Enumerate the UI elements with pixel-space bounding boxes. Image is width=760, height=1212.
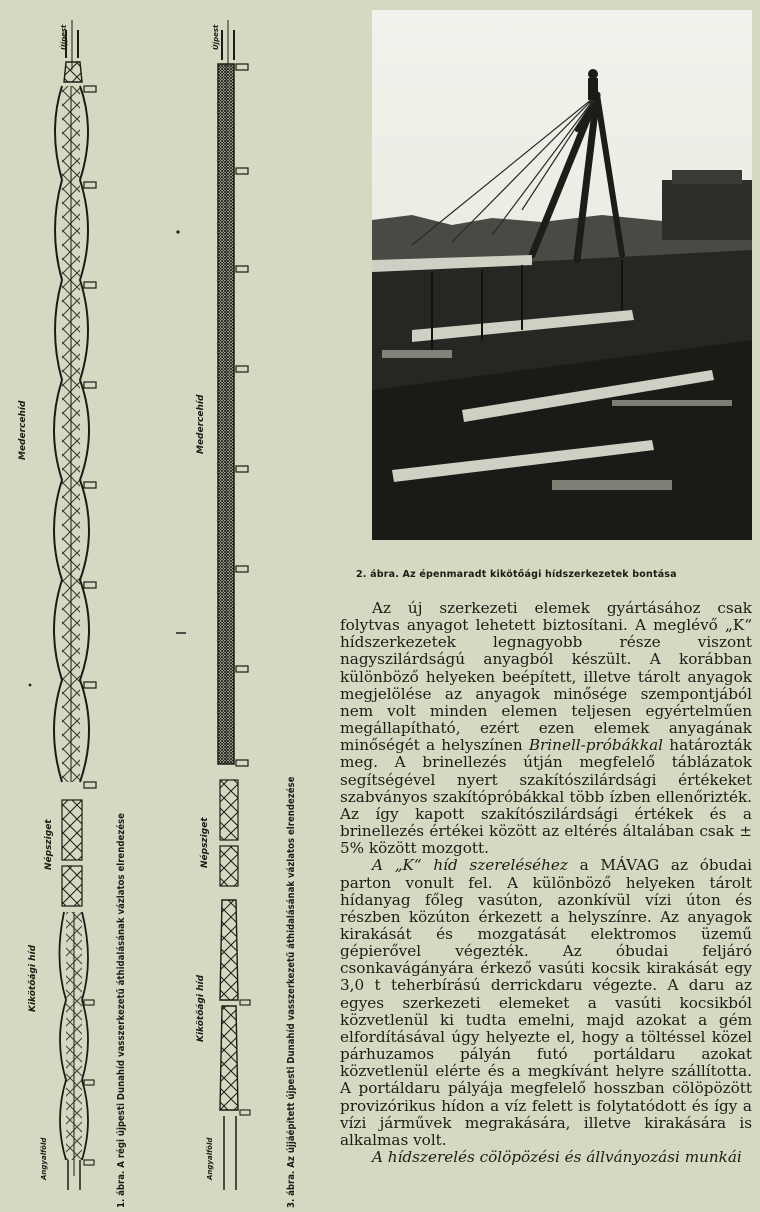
paragraph-3: [340, 1149, 752, 1166]
fig1-label-nepsziget: Népsziget: [44, 819, 54, 870]
p2-part-b: a MÁVAG az óbudai parton vonult fel. A különböző helyeken tárolt hídanyag főleg vasúton, azonkívül vízi úton és részben közúton érkezett a helyszínre. Az anyagok kirakását és mozgatását elektromos üzemű gépierővel végezték. Az óbudai feljáró csonkavágányára érkező vasúti kocsik kirakását egy 3,0 t teherbírású derrickdaru végezte. A daru az egyes szerkezeti elemeket a vasúti kocsikból közvetlenül ki tudta emelni, majd azokat a gém elfordításával úgy helyezte el, hogy a töltéssel közel párhuzamos pályán futó portáldaru azokat közvetlenül elérte és a megkívánt helyre szállította. A portáldaru pályája megfelelő hosszban cölöpözött provizórikus hídon a víz felett is folytatódott és így a vízi járművek megrakására, illetve kirakására is alkalmas volt.: [340, 856, 752, 1149]
fig3-label-kikoto: Kikötőági híd: [196, 974, 206, 1042]
construction-photo: [372, 10, 752, 540]
fig1-label-bottom: Angyalföld: [40, 1137, 48, 1180]
figure2-caption: 2. ábra. Az épenmaradt kikötőági hídszerkezetek bontása: [356, 569, 677, 580]
bridge-diagrams: [0, 0, 330, 1212]
p2-emphasis: A „K“ híd szereléséhez: [372, 856, 568, 875]
figure1-caption: 1. ábra. A régi újpesti Dunahíd vasszerkezetű áthidalásának vázlatos elrendezése: [116, 813, 127, 1208]
figure1-drawing: [54, 20, 96, 1190]
p1-part-a: Az új szerkezeti elemek gyártásához csak folytvas anyagot lehetett biztosítani. A meglévő „K“ hídszerkezetek legnagyobb része viszont nagyszilárdságú anyagból készült. A korábban különböző helyeken beépített, illetve tárolt anyagok megjelölése az anyagok minősége szempontjából nem volt minden elemen teljesen egyértelműen megállapítható, ezért ezen elemek anyagának minőségét a helyszínen: [340, 599, 752, 755]
article-text: [340, 600, 752, 1166]
fig3-label-top: Újpest: [212, 24, 220, 50]
figure3-caption: 3. ábra. Az újjáépített újpesti Dunahíd vasszerkezetű áthidalásának vázlatos elrendezése: [286, 776, 297, 1208]
p1-part-b: határozták meg. A brinellezés útján megfelelő táblázatok segítségével nyert szakítószilárdsági értékeket szabványos szakítópróbákkal több ízben ellenőrizték. Az így kapott szakítószilárdsági értékek és a brinellezés értékei között az eltérés általában csak ± 5% között mozgott.: [340, 736, 752, 858]
fig3-label-medence: Medercehíd: [196, 394, 206, 454]
p3-emphasis: A hídszerelés cölöpözési és állványozási munkái: [372, 1148, 742, 1166]
fig1-label-kikoto: Kikötőági híd: [28, 944, 38, 1012]
paragraph-2: [340, 857, 752, 1149]
figure3-drawing: [218, 20, 250, 1190]
p1-emphasis: Brinell-próbákkal: [528, 736, 664, 755]
fig1-label-top: Újpest: [60, 24, 68, 50]
paragraph-1: [340, 600, 752, 857]
fig3-label-bottom: Angyalföld: [206, 1137, 214, 1180]
fig1-label-medence: Medercehíd: [18, 400, 28, 460]
fig3-label-nepsziget: Népsziget: [200, 817, 210, 868]
